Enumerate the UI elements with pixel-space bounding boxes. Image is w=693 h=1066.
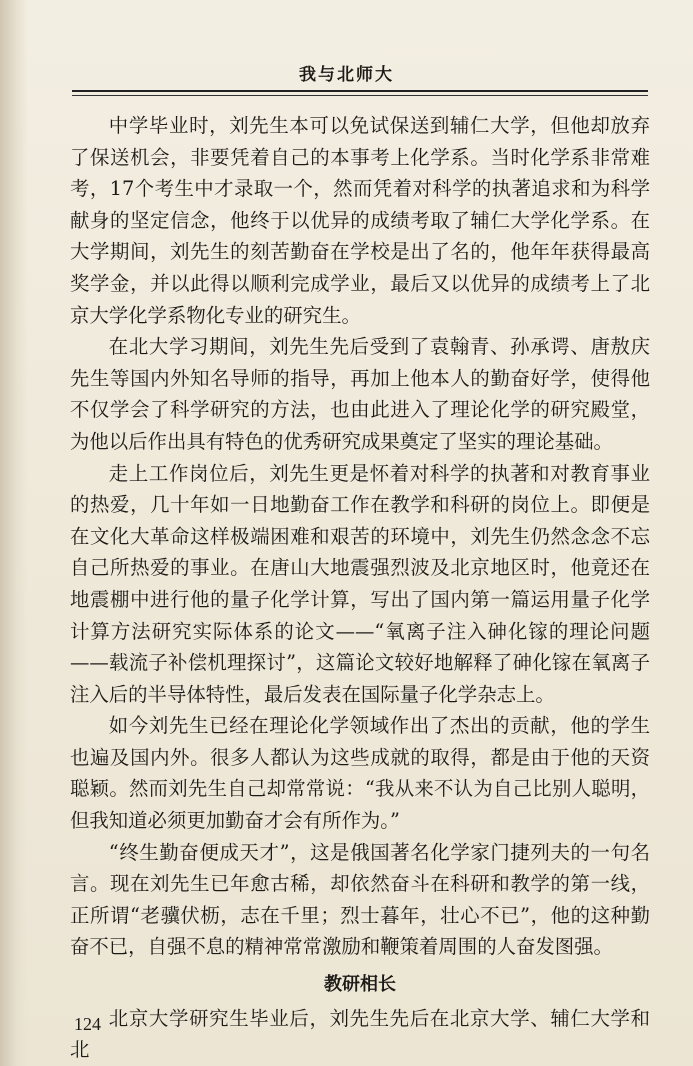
paragraph-3: 走上工作岗位后，刘先生更是怀着对科学的执著和对教育事业的热爱，几十年如一日地勤奋工作在教学和科研的岗位上。即便是在文化大革命这样极端困难和艰苦的环境中，刘先生仍然念念不忘自己所热爱的事业。在唐山大地震强烈波及北京地区时，他竟还在地震棚中进行他的量子化学计算，写出了国内第一篇运用量子化学计算方法研究实际体系的论文——“氧离子注入砷化镓的理论问题——载流子补偿机理探讨”，这篇论文较好地解释了砷化镓在氧离子注入后的半导体特性，最后发表在国际量子化学杂志上。: [70, 461, 650, 706]
paragraph-1: 中学毕业时，刘先生本可以免试保送到辅仁大学，但他却放弃了保送机会，非要凭着自己的本事考上化学系。当时化学系非常难考，17个考生中才录取一个，然而凭着对科学的执著追求和为科学献身的坚定信念，他终于以优异的成绩考取了辅仁大学化学系。在大学期间，刘先生的刻苦勤奋在学校是出了名的，他年年获得最高奖学金，并以此得以顺利完成学业，最后又以优异的成绩考上了北京大学化学系物化专业的研究生。: [70, 114, 650, 327]
header-rule-thin: [72, 95, 648, 96]
running-header-title: 我与北师大: [299, 65, 394, 85]
body-text: [70, 110, 650, 1066]
paragraph-5: “终生勤奋便成天才”，这是俄国著名化学家门捷列夫的一句名言。现在刘先生已年愈古稀，却依然奋斗在科研和教学的第一线，正所谓“老骥伏枥，志在千里；烈士暮年，壮心不已”，他的这种勤奋不已，自强不息的精神常常激励和鞭策着周围的人奋发图强。: [70, 840, 650, 959]
paragraph-2: 在北大学习期间，刘先生先后受到了袁翰青、孙承谔、唐敖庆先生等国内外知名导师的指导，再加上他本人的勤奋好学，使得他不仅学会了科学研究的方法，也由此进入了理论化学的研究殿堂，为他以后作出具有特色的优秀研究成果奠定了坚实的理论基础。: [70, 335, 650, 453]
section-heading: 教研相长: [324, 974, 396, 996]
section-first-line: 北京大学研究生毕业后，刘先生先后在北京大学、辅仁大学和北: [70, 1006, 650, 1062]
page-gutter-shadow: [0, 0, 28, 1066]
page-number: 124: [74, 1014, 101, 1034]
header-rule-thick: [72, 90, 648, 92]
paragraph-4: 如今刘先生已经在理论化学领域作出了杰出的贡献，他的学生也遍及国内外。很多人都认为这些成就的取得，都是由于他的天资聪颖。然而刘先生自己却常常说：“我从来不认为自己比别人聪明，但我知道必须更加勤奋才会有所作为。”: [70, 714, 650, 833]
